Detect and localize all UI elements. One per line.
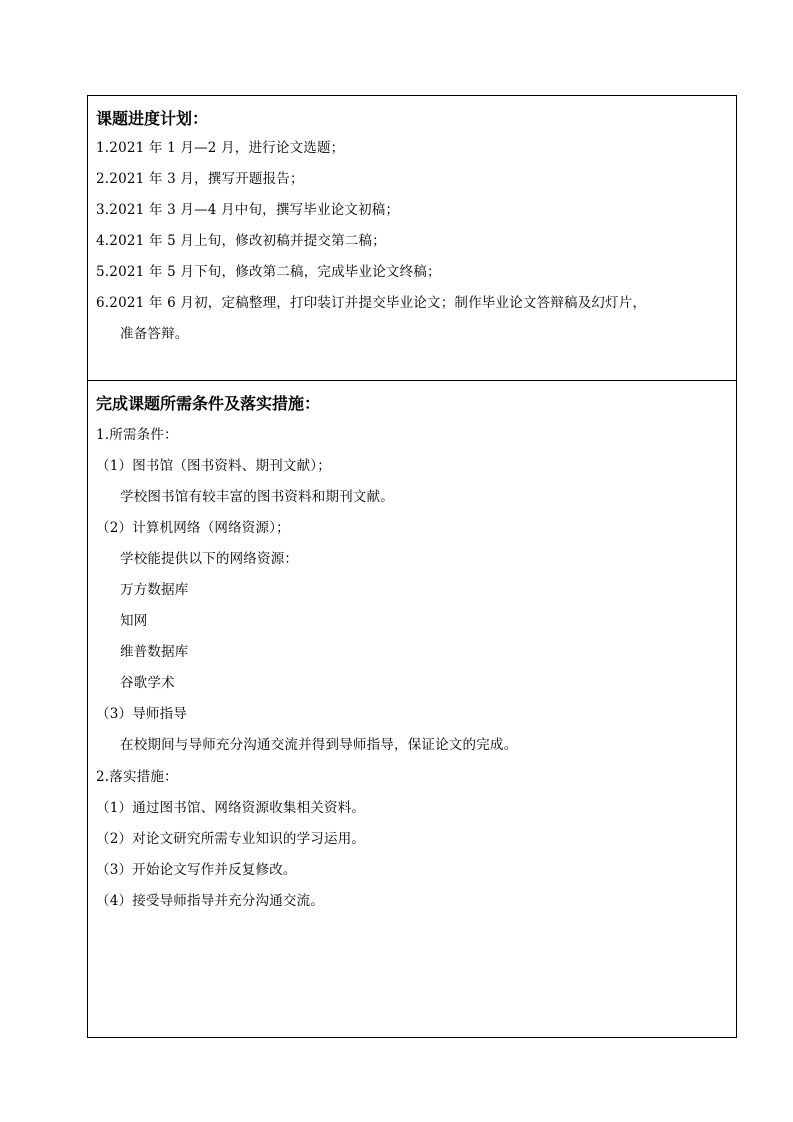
schedule-item: 2.2021 年 3 月，撰写开题报告； — [96, 171, 304, 187]
conditions-heading: 完成课题所需条件及落实措施： — [96, 394, 321, 413]
section-title: 1.所需条件： — [96, 427, 178, 443]
section-title: 2.落实措施： — [96, 769, 178, 785]
schedule-item-continuation: 准备答辩。 — [120, 326, 189, 342]
schedule-cell — [88, 96, 736, 381]
condition-desc: 学校能提供以下的网络资源： — [120, 551, 299, 567]
measure-item: （4）接受导师指导并充分沟通交流。 — [96, 893, 324, 909]
schedule-item: 6.2021 年 6 月初，定稿整理，打印装订并提交毕业论文；制作毕业论文答辩稿及幻灯片， — [96, 295, 647, 311]
schedule-item: 1.2021 年 1 月—2 月，进行论文选题； — [96, 140, 345, 156]
condition-title: （2）计算机网络（网络资源）； — [96, 520, 290, 536]
measure-item: （3）开始论文写作并反复修改。 — [96, 862, 297, 878]
network-resource: 维普数据库 — [120, 644, 189, 660]
measure-item: （2）对论文研究所需专业知识的学习运用。 — [96, 831, 366, 847]
schedule-item: 5.2021 年 5 月下旬，修改第二稿，完成毕业论文终稿； — [96, 264, 441, 280]
network-resource: 知网 — [120, 613, 148, 629]
form-table — [87, 95, 737, 1038]
condition-title: （1）图书馆（图书资料、期刊文献）； — [96, 458, 331, 474]
conditions-cell — [88, 381, 736, 1037]
schedule-heading: 课题进度计划： — [96, 109, 209, 128]
condition-desc: 在校期间与导师充分沟通交流并得到导师指导，保证论文的完成。 — [120, 737, 518, 753]
condition-desc: 学校图书馆有较丰富的图书资料和期刊文献。 — [120, 489, 394, 505]
network-resource: 万方数据库 — [120, 582, 189, 598]
measure-item: （1）通过图书馆、网络资源收集相关资料。 — [96, 800, 366, 816]
schedule-item: 4.2021 年 5 月上旬，修改初稿并提交第二稿； — [96, 233, 386, 249]
network-resource: 谷歌学术 — [120, 675, 175, 691]
condition-title: （3）导师指导 — [96, 706, 187, 722]
schedule-item: 3.2021 年 3 月—4 月中旬，撰写毕业论文初稿； — [96, 202, 400, 218]
